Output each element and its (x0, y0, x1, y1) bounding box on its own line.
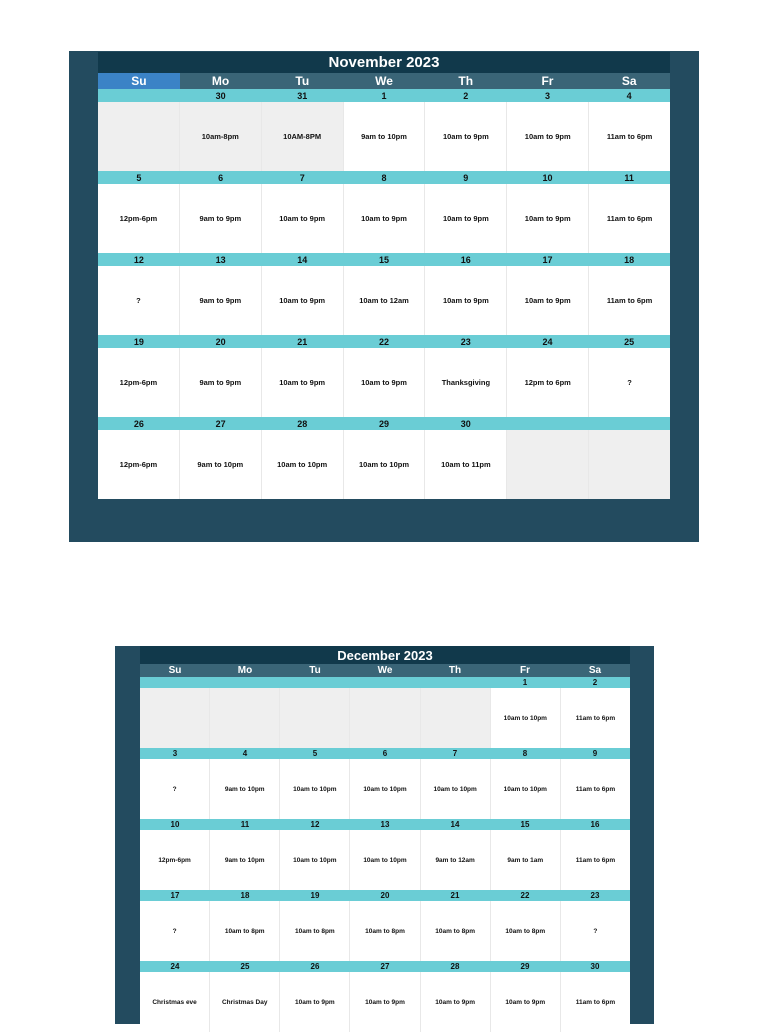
date-number: 17 (507, 253, 589, 266)
day-hours-cell: 10am to 10pm (280, 830, 350, 890)
day-hours-cell: 10am to 9pm (350, 972, 420, 1032)
day-hours-cell: ? (140, 901, 210, 961)
date-number: 12 (98, 253, 180, 266)
november-calendar-frame (69, 51, 699, 542)
weekday-header: Th (420, 664, 490, 677)
day-hours-cell: 12pm-6pm (98, 348, 180, 417)
day-hours-cell: 10am to 8pm (280, 901, 350, 961)
day-hours-cell: ? (98, 266, 180, 335)
day-hours-cell (210, 688, 280, 748)
day-hours-cell: 10am to 8pm (491, 901, 561, 961)
date-number: 18 (588, 253, 670, 266)
date-number: 11 (588, 171, 670, 184)
day-hours-cell: 9am to 9pm (180, 184, 262, 253)
date-number: 23 (425, 335, 507, 348)
hours-row (140, 688, 630, 748)
date-number-row (140, 961, 630, 972)
calendar-title: December 2023 (140, 646, 630, 664)
day-hours-cell: 10am-8pm (180, 102, 262, 171)
weekday-header: Sa (588, 73, 670, 89)
day-hours-cell: 10am to 8pm (421, 901, 491, 961)
day-hours-cell: 10am to 12am (344, 266, 426, 335)
date-number-row (140, 748, 630, 759)
date-number (98, 89, 180, 102)
day-hours-cell: 10am to 8pm (210, 901, 280, 961)
day-hours-cell: 11am to 6pm (561, 830, 630, 890)
day-hours-cell: 10am to 9pm (421, 972, 491, 1032)
date-number: 16 (560, 819, 630, 830)
weekday-header-row (98, 73, 670, 89)
date-number-row (98, 171, 670, 184)
day-hours-cell: 10am to 10pm (421, 759, 491, 819)
date-number: 4 (588, 89, 670, 102)
day-hours-cell (350, 688, 420, 748)
date-number: 10 (140, 819, 210, 830)
day-hours-cell: 11am to 6pm (589, 184, 670, 253)
weekday-header: Th (425, 73, 507, 89)
date-number-row (140, 819, 630, 830)
december-calendar-frame (115, 646, 654, 1024)
hours-row (98, 430, 670, 499)
day-hours-cell (280, 688, 350, 748)
date-number: 15 (490, 819, 560, 830)
day-hours-cell: 10am to 8pm (350, 901, 420, 961)
hours-row (98, 266, 670, 335)
date-number: 10 (507, 171, 589, 184)
day-hours-cell: 10am to 10pm (491, 759, 561, 819)
date-number: 14 (261, 253, 343, 266)
weekday-header: Tu (261, 73, 343, 89)
weekday-header: Su (140, 664, 210, 677)
date-number: 1 (490, 677, 560, 688)
day-hours-cell: 11am to 6pm (589, 266, 670, 335)
date-number: 24 (507, 335, 589, 348)
day-hours-cell: 11am to 6pm (561, 688, 630, 748)
day-hours-cell (140, 688, 210, 748)
date-number: 22 (343, 335, 425, 348)
day-hours-cell: 10am to 9pm (262, 348, 344, 417)
date-number: 25 (588, 335, 670, 348)
weekday-header: Su (98, 73, 180, 89)
date-number: 29 (343, 417, 425, 430)
date-number: 28 (420, 961, 490, 972)
date-number: 13 (180, 253, 262, 266)
day-hours-cell: 10am to 9pm (425, 102, 507, 171)
date-number (280, 677, 350, 688)
date-number: 26 (98, 417, 180, 430)
date-number: 30 (425, 417, 507, 430)
hours-row (98, 102, 670, 171)
day-hours-cell: Christmas eve (140, 972, 210, 1032)
date-number: 26 (280, 961, 350, 972)
date-number: 8 (343, 171, 425, 184)
date-number: 17 (140, 890, 210, 901)
date-number: 4 (210, 748, 280, 759)
date-number: 29 (490, 961, 560, 972)
date-number: 6 (350, 748, 420, 759)
date-number: 22 (490, 890, 560, 901)
day-hours-cell: 9am to 10pm (180, 430, 262, 499)
day-hours-cell: 9am to 9pm (180, 266, 262, 335)
weekday-header: Sa (560, 664, 630, 677)
day-hours-cell: 10am to 9pm (344, 184, 426, 253)
weekday-header: Fr (490, 664, 560, 677)
date-number: 13 (350, 819, 420, 830)
date-number: 20 (180, 335, 262, 348)
date-number: 18 (210, 890, 280, 901)
day-hours-cell (589, 430, 670, 499)
day-hours-cell: 9am to 10pm (210, 830, 280, 890)
day-hours-cell: 9am to 10pm (210, 759, 280, 819)
day-hours-cell: 10am to 10pm (262, 430, 344, 499)
weekday-header: We (343, 73, 425, 89)
day-hours-cell: 11am to 6pm (561, 972, 630, 1032)
date-number (210, 677, 280, 688)
day-hours-cell: 12pm-6pm (140, 830, 210, 890)
day-hours-cell: 10am to 10pm (491, 688, 561, 748)
date-number: 30 (180, 89, 262, 102)
weekday-header-row (140, 664, 630, 677)
date-number: 20 (350, 890, 420, 901)
day-hours-cell: 10am to 9pm (507, 184, 589, 253)
day-hours-cell: 10am to 9pm (262, 266, 344, 335)
date-number: 1 (343, 89, 425, 102)
date-number: 30 (560, 961, 630, 972)
date-number (507, 417, 589, 430)
date-number: 31 (261, 89, 343, 102)
december-calendar (140, 646, 630, 1032)
day-hours-cell: 11am to 6pm (589, 102, 670, 171)
date-number: 27 (180, 417, 262, 430)
date-number: 14 (420, 819, 490, 830)
date-number: 11 (210, 819, 280, 830)
day-hours-cell: 10am to 9pm (344, 348, 426, 417)
day-hours-cell: 10am to 10pm (280, 759, 350, 819)
date-number (350, 677, 420, 688)
day-hours-cell: 10am to 10pm (344, 430, 426, 499)
day-hours-cell (421, 688, 491, 748)
weekday-header: Mo (210, 664, 280, 677)
date-number (588, 417, 670, 430)
day-hours-cell: 10am to 9pm (262, 184, 344, 253)
weekday-header: Mo (180, 73, 262, 89)
day-hours-cell: 10AM-8PM (262, 102, 344, 171)
date-number: 7 (420, 748, 490, 759)
date-number: 8 (490, 748, 560, 759)
day-hours-cell: 10am to 9pm (507, 102, 589, 171)
date-number: 2 (425, 89, 507, 102)
hours-row (140, 972, 630, 1032)
date-number (420, 677, 490, 688)
date-number: 25 (210, 961, 280, 972)
date-number: 23 (560, 890, 630, 901)
date-number: 16 (425, 253, 507, 266)
november-weeks (98, 89, 670, 499)
day-hours-cell (507, 430, 589, 499)
day-hours-cell: 10am to 10pm (350, 759, 420, 819)
december-weeks (140, 677, 630, 1032)
date-number: 3 (140, 748, 210, 759)
date-number: 6 (180, 171, 262, 184)
date-number-row (98, 417, 670, 430)
date-number: 24 (140, 961, 210, 972)
date-number: 2 (560, 677, 630, 688)
date-number-row (98, 89, 670, 102)
weekday-header: We (350, 664, 420, 677)
day-hours-cell: 10am to 10pm (350, 830, 420, 890)
day-hours-cell: 10am to 9pm (425, 266, 507, 335)
hours-row (140, 759, 630, 819)
hours-row (98, 348, 670, 417)
day-hours-cell: 12pm-6pm (98, 430, 180, 499)
day-hours-cell: ? (589, 348, 670, 417)
day-hours-cell: ? (561, 901, 630, 961)
date-number-row (140, 677, 630, 688)
date-number: 19 (280, 890, 350, 901)
date-number: 5 (98, 171, 180, 184)
day-hours-cell: 11am to 6pm (561, 759, 630, 819)
date-number: 15 (343, 253, 425, 266)
day-hours-cell: 10am to 9pm (491, 972, 561, 1032)
day-hours-cell: 9am to 12am (421, 830, 491, 890)
day-hours-cell: 12pm-6pm (98, 184, 180, 253)
date-number (140, 677, 210, 688)
date-number: 9 (560, 748, 630, 759)
day-hours-cell: 10am to 9pm (280, 972, 350, 1032)
day-hours-cell: 9am to 9pm (180, 348, 262, 417)
date-number: 12 (280, 819, 350, 830)
date-number-row (140, 890, 630, 901)
day-hours-cell (98, 102, 180, 171)
day-hours-cell: 10am to 9pm (507, 266, 589, 335)
day-hours-cell: Christmas Day (210, 972, 280, 1032)
date-number: 5 (280, 748, 350, 759)
date-number: 19 (98, 335, 180, 348)
day-hours-cell: 12pm to 6pm (507, 348, 589, 417)
day-hours-cell: 10am to 11pm (425, 430, 507, 499)
hours-row (140, 901, 630, 961)
date-number: 28 (261, 417, 343, 430)
date-number-row (98, 253, 670, 266)
date-number: 7 (261, 171, 343, 184)
date-number: 3 (507, 89, 589, 102)
date-number-row (98, 335, 670, 348)
date-number: 21 (420, 890, 490, 901)
day-hours-cell: Thanksgiving (425, 348, 507, 417)
weekday-header: Fr (507, 73, 589, 89)
calendar-title: November 2023 (98, 52, 670, 73)
weekday-header: Tu (280, 664, 350, 677)
day-hours-cell: ? (140, 759, 210, 819)
day-hours-cell: 10am to 9pm (425, 184, 507, 253)
day-hours-cell: 9am to 1am (491, 830, 561, 890)
date-number: 21 (261, 335, 343, 348)
november-calendar (98, 52, 670, 499)
hours-row (98, 184, 670, 253)
hours-row (140, 830, 630, 890)
date-number: 27 (350, 961, 420, 972)
date-number: 9 (425, 171, 507, 184)
day-hours-cell: 9am to 10pm (344, 102, 426, 171)
